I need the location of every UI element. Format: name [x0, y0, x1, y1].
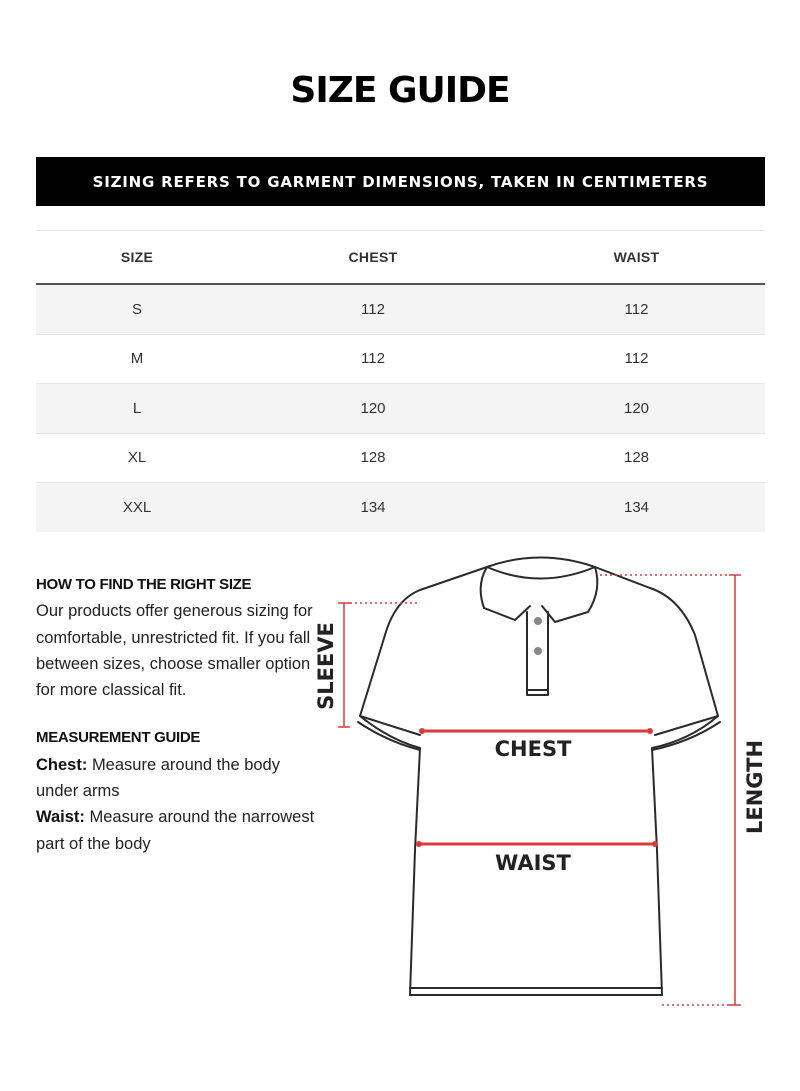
page-title: SIZE GUIDE	[290, 70, 510, 111]
chest-term: Chest:	[36, 755, 88, 774]
table-header-row	[36, 230, 765, 285]
waist-cell: 120	[623, 399, 650, 417]
size-cell: L	[132, 399, 142, 417]
fit-heading: HOW TO FIND THE RIGHT SIZE	[36, 576, 252, 593]
fit-info	[36, 572, 316, 857]
units-banner: SIZING REFERS TO GARMENT DIMENSIONS, TAKEN IN CENTIMETERS	[36, 157, 765, 206]
size-cell: S	[131, 300, 142, 318]
table-row	[36, 483, 765, 532]
length-label: LENGTH	[743, 739, 767, 835]
chest-measure-line	[419, 728, 653, 734]
button-icon	[534, 617, 542, 625]
size-cell: M	[130, 350, 144, 368]
column-header-chest: CHEST	[348, 249, 398, 265]
size-cell: XXL	[122, 498, 152, 516]
waist-description: Measure around the narrowest part of the body	[36, 808, 315, 853]
length-measure-line	[600, 575, 741, 1005]
size-cell: XL	[127, 449, 147, 467]
polo-shirt-diagram	[305, 540, 785, 1020]
waist-cell: 134	[623, 498, 650, 516]
waist-cell: 112	[624, 300, 649, 318]
waist-measure-line	[416, 841, 658, 847]
chest-cell: 134	[360, 498, 386, 516]
column-header-waist: WAIST	[613, 249, 660, 265]
sleeve-label: SLEEVE	[314, 622, 338, 710]
waist-instruction	[36, 804, 316, 857]
table-row	[36, 335, 765, 385]
measurement-heading: MEASUREMENT GUIDE	[36, 729, 201, 747]
table-row	[36, 384, 765, 434]
waist-cell: 128	[623, 449, 650, 467]
chest-cell: 112	[361, 300, 385, 318]
chest-cell: 120	[360, 399, 386, 417]
chest-label: CHEST	[494, 737, 572, 761]
fit-text: Our products offer generous sizing for comfortable, unrestricted fit. If you fall between sizes, choose smaller option for more classical fit.	[36, 602, 313, 700]
waist-cell: 112	[624, 350, 649, 368]
button-icon	[534, 647, 542, 655]
table-row	[36, 434, 765, 484]
chest-description: Measure around the body under arms	[36, 755, 280, 801]
waist-term: Waist:	[36, 808, 85, 827]
waist-label: WAIST	[495, 851, 571, 875]
chest-cell: 112	[361, 350, 385, 368]
table-row	[36, 285, 765, 335]
chest-cell: 128	[360, 449, 386, 467]
column-header-size: SIZE	[120, 249, 154, 265]
size-table	[36, 230, 765, 532]
chest-instruction	[36, 752, 316, 805]
sleeve-measure-line	[338, 603, 420, 727]
